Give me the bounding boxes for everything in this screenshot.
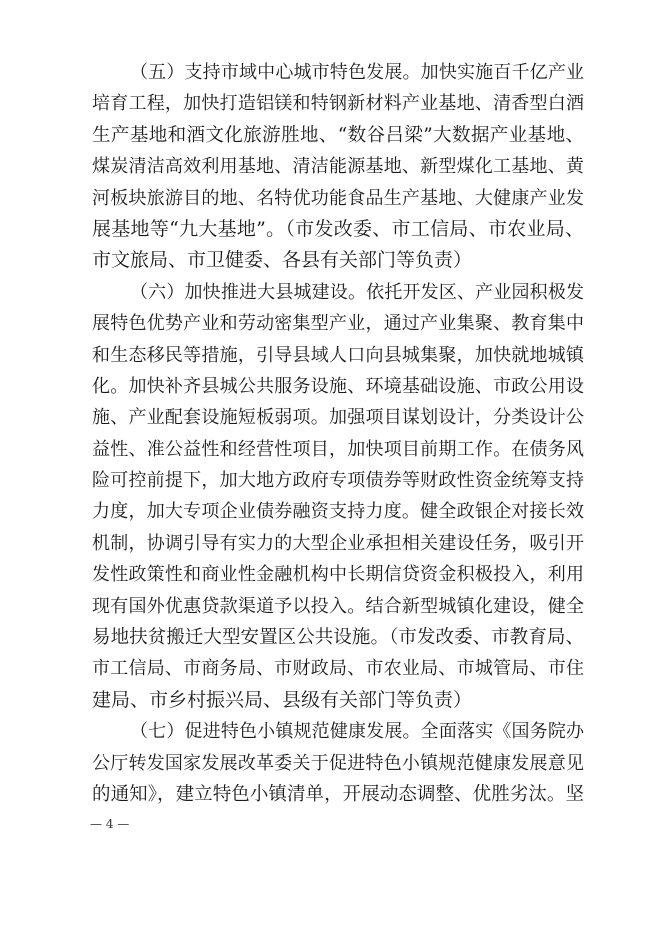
text-line: 煤炭清洁高效利用基地、清洁能源基地、新型煤化工基地、黄 xyxy=(92,156,584,178)
paragraph-5 xyxy=(92,57,584,277)
text-line: 化。加快补齐县城公共服务设施、环境基础设施、市政公用设 xyxy=(92,375,584,397)
text-line: （六）加快推进大县城建设。依托开发区、产业园积极发 xyxy=(130,281,584,303)
text-line: 展特色优势产业和劳动密集型产业，通过产业集聚、教育集中 xyxy=(92,313,584,335)
text-line: 易地扶贫搬迁大型安置区公共设施。（市发改委、市教育局、 xyxy=(92,627,584,649)
text-line: 和生态移民等措施，引导县域人口向县城集聚，加快就地城镇 xyxy=(92,344,584,366)
text-line: 施、产业配套设施短板弱项。加强项目谋划设计，分类设计公 xyxy=(92,407,584,429)
paragraph-6 xyxy=(92,277,584,716)
text-line: 险可控前提下，加大地方政府专项债券等财政性资金统筹支持 xyxy=(92,470,584,492)
paragraph-7 xyxy=(92,716,584,810)
text-line: 建局、市乡村振兴局、县级有关部门等负责） xyxy=(92,688,473,711)
text-line: 的通知》，建立特色小镇清单，开展动态调整、优胜劣汰。坚 xyxy=(92,783,584,805)
text-line: （五）支持市域中心城市特色发展。加快实施百千亿产业 xyxy=(130,62,584,83)
text-line: 机制，协调引导有实力的大型企业承担相关建设任务，吸引开 xyxy=(92,532,584,554)
text-line: 益性、准公益性和经营性项目，加快项目前期工作。在债务风 xyxy=(92,438,584,460)
text-line: 现有国外优惠贷款渠道予以投入。结合新型城镇化建设，健全 xyxy=(92,595,584,617)
page-number: — 4 — xyxy=(90,817,130,831)
text-line: 发性政策性和商业性金融机构中长期信贷资金积极投入，利用 xyxy=(92,564,584,586)
document-body xyxy=(92,57,584,810)
text-line: 河板块旅游目的地、名特优功能食品生产基地、大健康产业发 xyxy=(92,187,584,209)
text-line: 生产基地和酒文化旅游胜地、“数谷吕梁”大数据产业基地、 xyxy=(92,124,584,146)
text-line: 市工信局、市商务局、市财政局、市农业局、市城管局、市住 xyxy=(92,658,584,680)
text-line: 市文旅局、市卫健委、各县有关部门等负责） xyxy=(92,249,473,272)
text-line: （七）促进特色小镇规范健康发展。全面落实《国务院办 xyxy=(130,721,584,743)
text-line: 培育工程，加快打造铝镁和特钢新材料产业基地、清香型白酒 xyxy=(92,93,584,115)
text-line: 展基地等“九大基地”。（市发改委、市工信局、市农业局、 xyxy=(92,217,584,240)
text-line: 公厅转发国家发展改革委关于促进特色小镇规范健康发展意见 xyxy=(92,752,584,774)
text-line: 力度，加大专项企业债券融资支持力度。健全政银企对接长效 xyxy=(92,501,584,523)
